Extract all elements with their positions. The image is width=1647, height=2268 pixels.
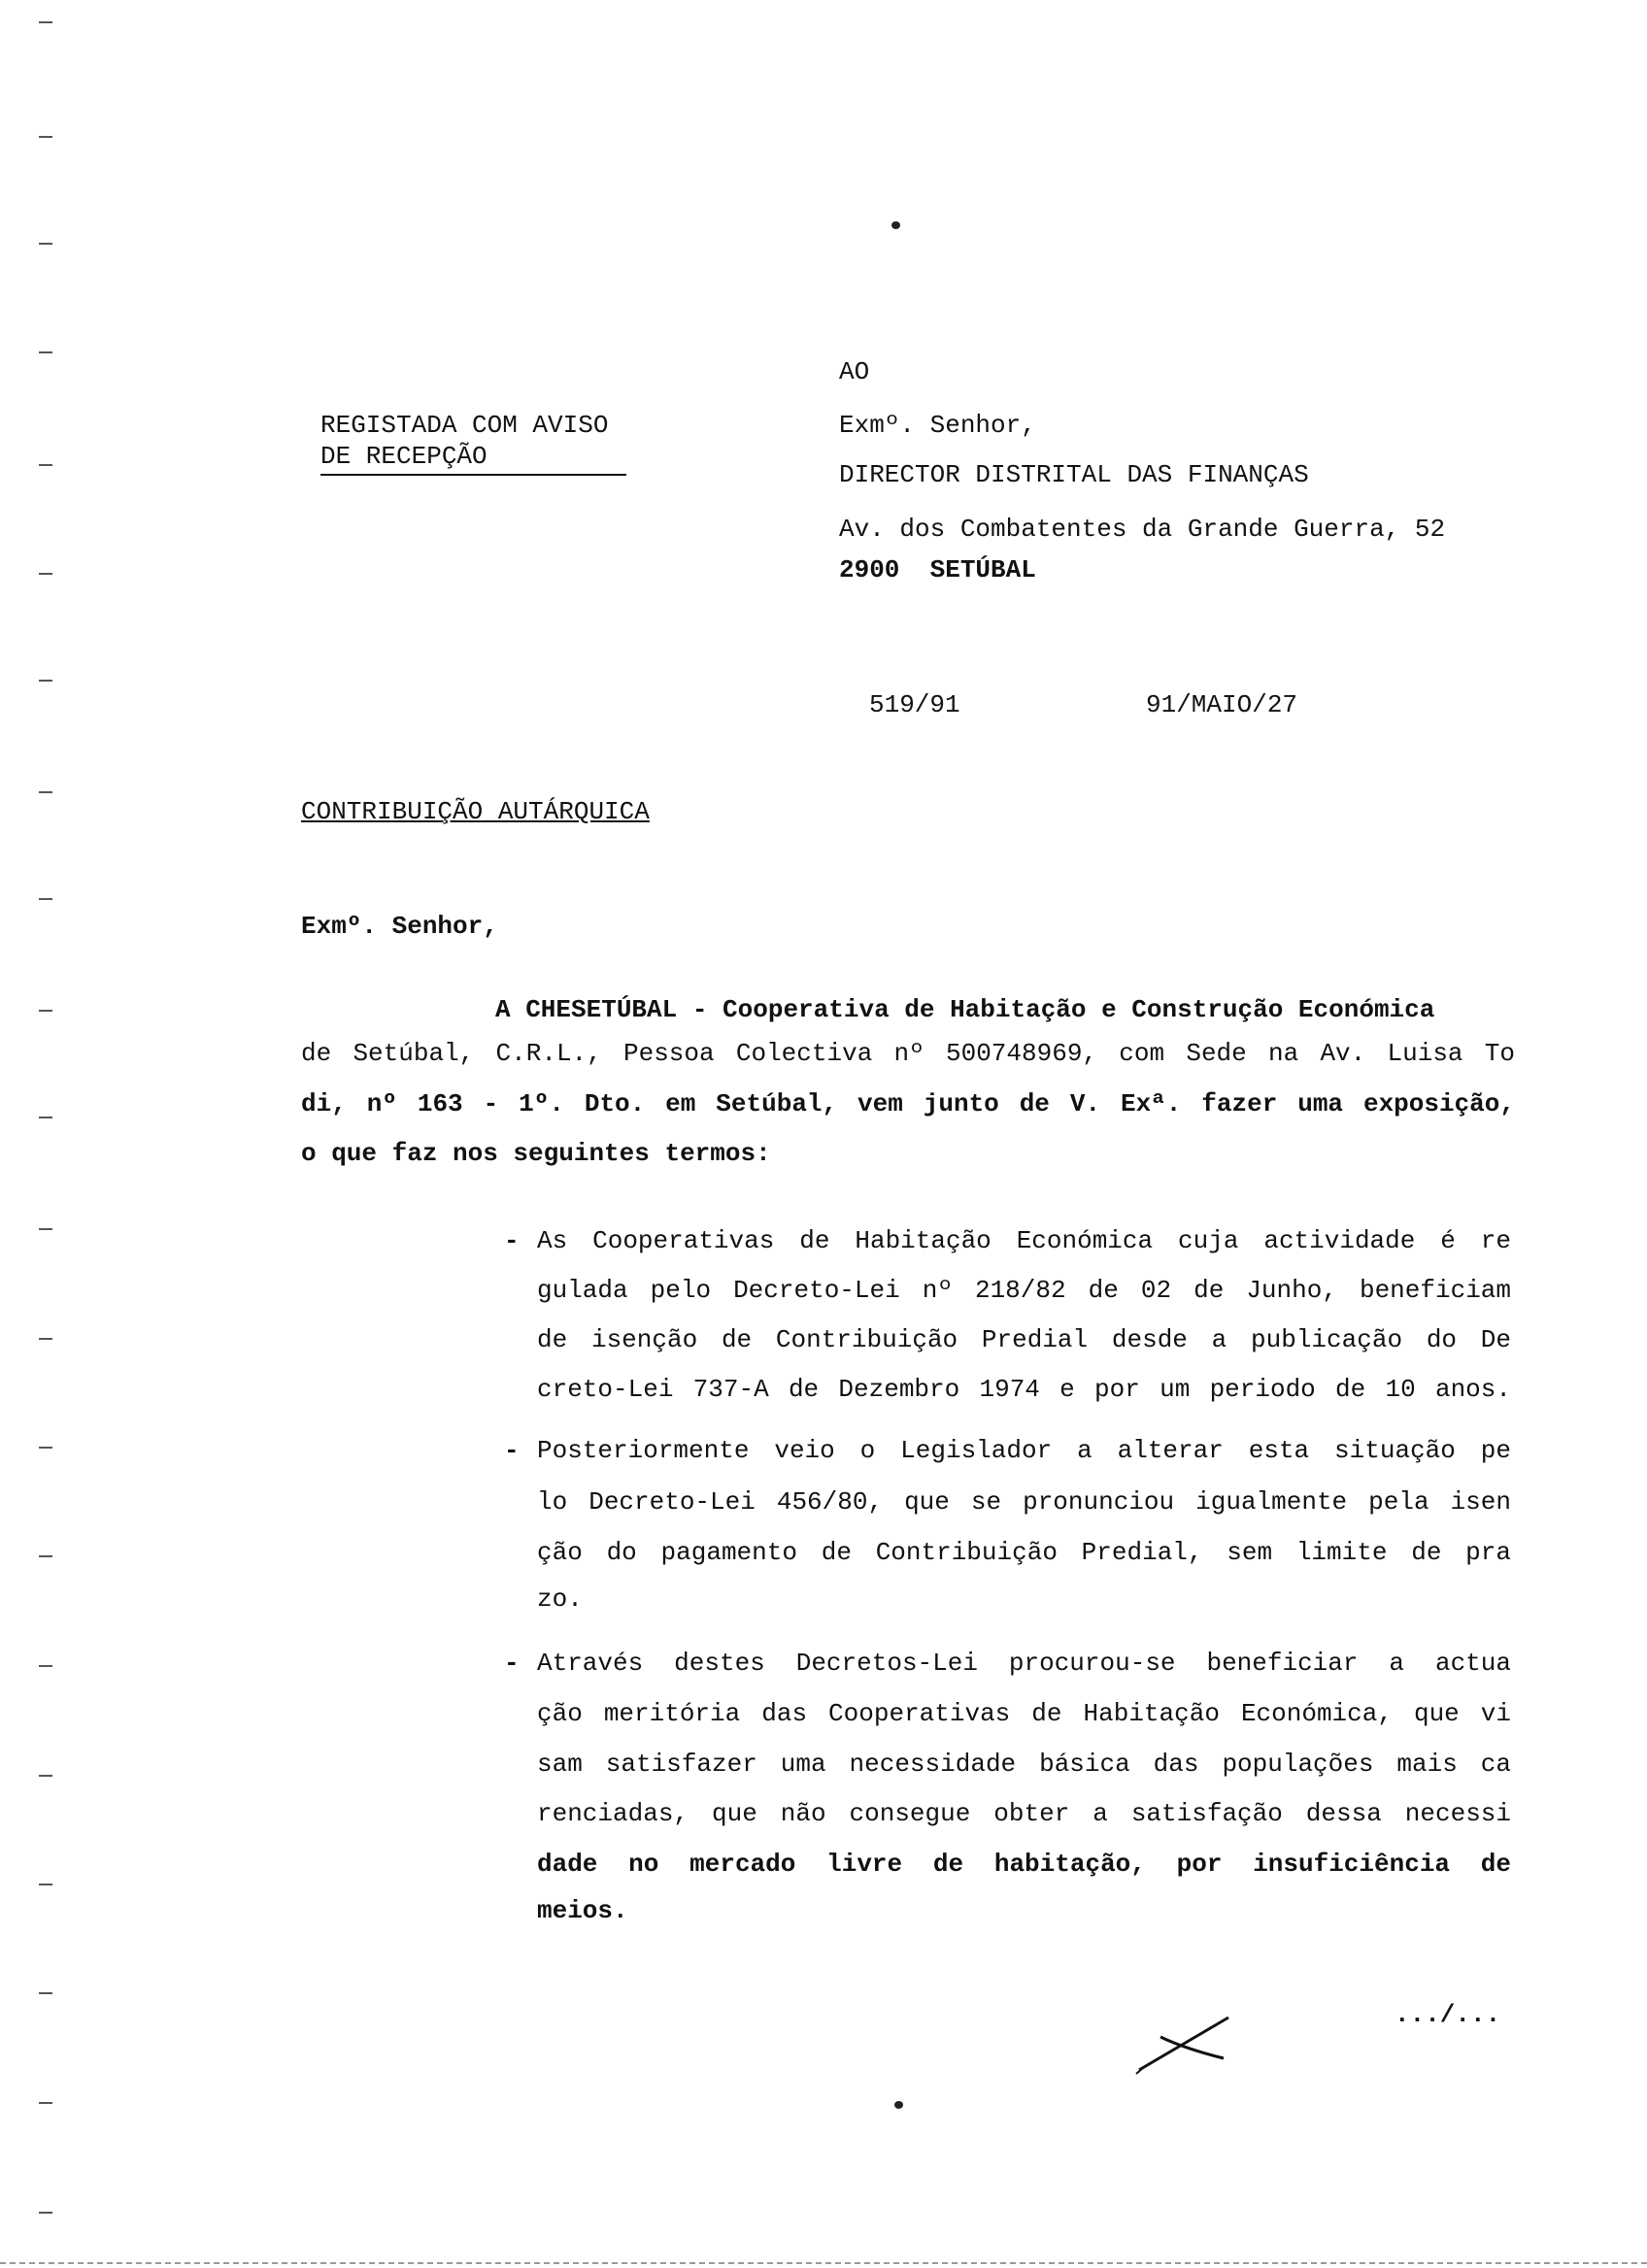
intro-line: di, nº 163 - 1º. Dto. em Setúbal, vem junto de V. Exª. fazer uma exposição, <box>301 1089 1515 1118</box>
margin-mark <box>39 2102 52 2104</box>
recipient-title: DIRECTOR DISTRITAL DAS FINANÇAS <box>839 460 1309 489</box>
point-2-line: zo. <box>537 1584 583 1614</box>
margin-mark <box>39 1992 52 1994</box>
point-3-line: Através destes Decretos-Lei procurou-se beneficiar a actua <box>537 1649 1511 1678</box>
point-1-line: creto-Lei 737-A de Dezembro 1974 e por um periodo de 10 anos. <box>537 1375 1511 1404</box>
margin-mark <box>39 464 52 466</box>
recipient-salutation: Exmº. Senhor, <box>839 411 1036 440</box>
bullet-dash: - <box>504 1649 520 1678</box>
point-2-line: Posteriormente veio o Legislador a alterar esta situação pe <box>537 1436 1511 1465</box>
margin-mark <box>39 1775 52 1777</box>
punch-mark <box>894 2101 903 2109</box>
point-1-line: de isenção de Contribuição Predial desde a publicação do De <box>537 1325 1511 1354</box>
margin-mark <box>39 1884 52 1885</box>
point-1-line: As Cooperativas de Habitação Económica cuja actividade é re <box>537 1226 1511 1255</box>
margin-mark <box>39 243 52 245</box>
registered-line-2: DE RECEPÇÃO <box>320 442 487 471</box>
letter-date: 91/MAIO/27 <box>1146 690 1298 719</box>
point-3-line: renciadas, que não consegue obter a satisfação dessa necessi <box>537 1799 1511 1828</box>
point-3-line: dade no mercado livre de habitação, por insuficiência de <box>537 1850 1511 1879</box>
margin-mark <box>39 1010 52 1012</box>
page-bottom-edge <box>0 2262 1647 2264</box>
point-3-line: sam satisfazer uma necessidade básica das populações mais ca <box>537 1750 1511 1779</box>
recipient-to: AO <box>839 357 870 386</box>
margin-mark <box>39 573 52 575</box>
bullet-dash: - <box>504 1226 520 1255</box>
margin-mark <box>39 791 52 793</box>
intro-line: de Setúbal, C.R.L., Pessoa Colectiva nº 500748969, com Sede na Av. Luisa To <box>301 1039 1515 1068</box>
margin-mark <box>39 351 52 353</box>
punch-mark <box>891 221 900 229</box>
margin-mark <box>39 680 52 682</box>
margin-mark <box>39 21 52 23</box>
margin-mark <box>39 1228 52 1230</box>
margin-mark <box>39 136 52 138</box>
intro-line: A CHESETÚBAL - Cooperativa de Habitação e Construção Económica <box>495 995 1435 1024</box>
point-1-line: gulada pelo Decreto-Lei nº 218/82 de 02 de Junho, beneficiam <box>537 1276 1511 1305</box>
margin-mark <box>39 1665 52 1667</box>
intro-line: o que faz nos seguintes termos: <box>301 1139 771 1168</box>
subject: CONTRIBUIÇÃO AUTÁRQUICA <box>301 797 650 826</box>
greeting: Exmº. Senhor, <box>301 912 498 941</box>
point-2-line: lo Decreto-Lei 456/80, que se pronunciou igualmente pela isen <box>537 1487 1511 1517</box>
registered-underline <box>320 474 626 476</box>
bullet-dash: - <box>504 1436 520 1465</box>
margin-mark <box>39 2212 52 2214</box>
margin-mark <box>39 898 52 900</box>
recipient-city: 2900 SETÚBAL <box>839 555 1036 584</box>
margin-mark <box>39 1338 52 1340</box>
point-3-line: meios. <box>537 1896 628 1925</box>
recipient-address: Av. dos Combatentes da Grande Guerra, 52 <box>839 515 1446 544</box>
reference-number: 519/91 <box>869 690 960 719</box>
margin-mark <box>39 1117 52 1118</box>
registered-line-1: REGISTADA COM AVISO <box>320 411 609 440</box>
point-3-line: ção meritória das Cooperativas de Habitação Económica, que vi <box>537 1699 1511 1728</box>
margin-mark <box>39 1555 52 1557</box>
continuation-mark: .../... <box>1395 2000 1501 2029</box>
point-2-line: ção do pagamento de Contribuição Predial, sem limite de pra <box>537 1538 1511 1567</box>
margin-mark <box>39 1447 52 1449</box>
signature-icon <box>1131 2010 1238 2078</box>
